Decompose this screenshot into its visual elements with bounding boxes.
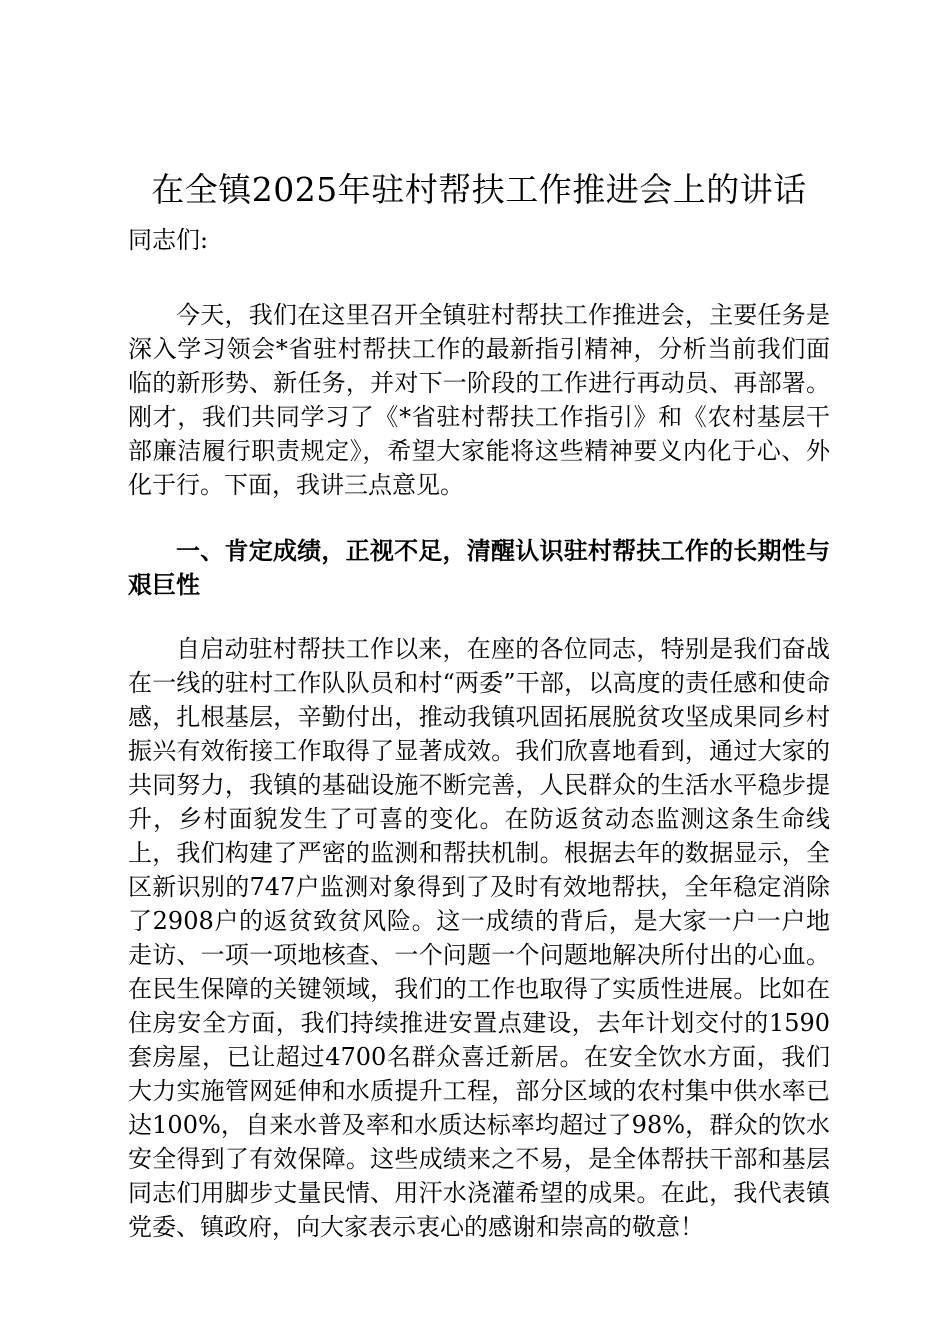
intro-paragraph: 今天，我们在这里召开全镇驻村帮扶工作推进会，主要任务是深入学习领会*省驻村帮扶工作的最新指引精神，分析当前我们面临的新形势、新任务，并对下一阶段的工作进行再动员、再部署。刚才，我们共同学习了《*省驻村帮扶工作指引》和《农村基层干部廉洁履行职责规定》，希望大家能将这些精神要义内化于心、外化于行。下面，我讲三点意见。 [128, 301, 830, 499]
salutation: 同志们: [128, 226, 209, 254]
body-paragraph: 自启动驻村帮扶工作以来，在座的各位同志，特别是我们奋战在一线的驻村工作队队员和村“两委”干部，以高度的责任感和使命感，扎根基层，辛勤付出，推动我镇巩固拓展脱贫攻坚成果同乡村振兴有效衔接工作取得了显著成效。我们欣喜地看到，通过大家的共同努力，我镇的基础设施不断完善，人民群众的生活水平稳步提升，乡村面貌发生了可喜的变化。在防返贫动态监测这条生命线上，我们构建了严密的监测和帮扶机制。根据去年的数据显示，全区新识别的747户监测对象得到了及时有效地帮扶，全年稳定消除了2908户的返贫致贫风险。这一成绩的背后，是大家一户一户地走访、一项一项地核查、一个问题一个问题地解决所付出的心血。在民生保障的关键领域，我们的工作也取得了实质性进展。比如在住房安全方面，我们持续推进安置点建设，去年计划交付的1590套房屋，已让超过4700名群众喜迁新居。在安全饮水方面，我们大力实施管网延伸和水质提升工程，部分区域的农村集中供水率已达100%，自来水普及率和水质达标率均超过了98%，群众的饮水安全得到了有效保障。这些成绩来之不易，是全体帮扶干部和基层同志们用脚步丈量民情、用汗水浇灌希望的成果。在此，我代表镇党委、镇政府，向大家表示衷心的感谢和崇高的敬意！ [128, 635, 830, 1241]
document-title: 在全镇2025年驻村帮扶工作推进会上的讲话 [151, 170, 807, 209]
document-page [128, 160, 830, 1244]
section-heading-1: 一、肯定成绩，正视不足，清醒认识驻村帮扶工作的长期性与艰巨性 [128, 536, 830, 599]
